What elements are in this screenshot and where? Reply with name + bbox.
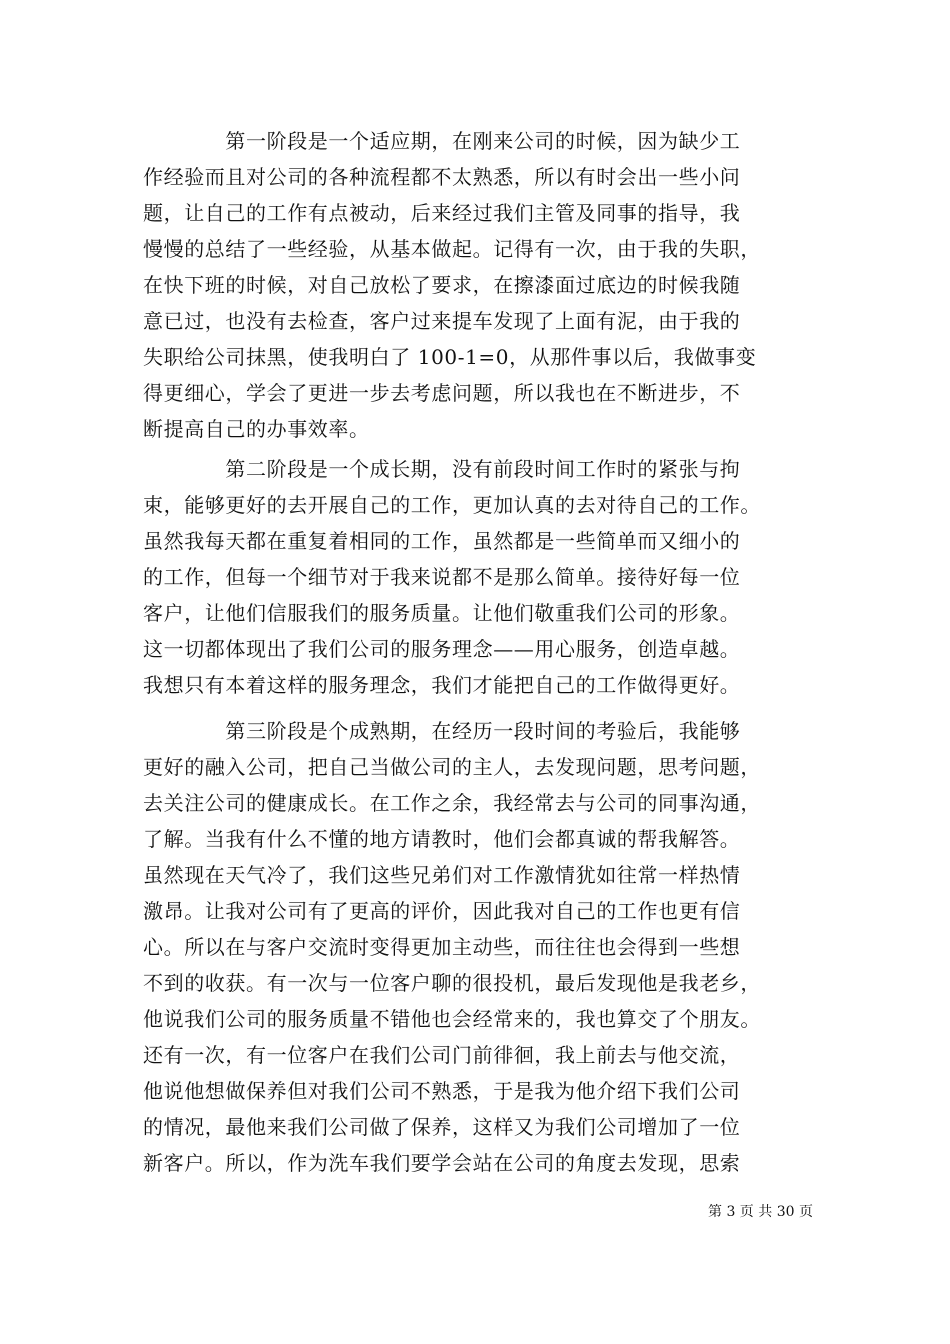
text-line: 他说他想做保养但对我们公司不熟悉，于是我为他介绍下我们公司 <box>143 1079 741 1103</box>
text-line: 慢慢的总结了一些经验，从基本做起。记得有一次，由于我的失职， <box>143 237 761 261</box>
text-line: 第三阶段是个成熟期，在经历一段时间的考验后，我能够 <box>143 719 741 743</box>
text-line: 客户，让他们信服我们的服务质量。让他们敬重我们公司的形象。 <box>143 601 741 625</box>
text-line: 意已过，也没有去检查，客户过来提车发现了上面有泥，由于我的 <box>143 309 741 333</box>
text-line: 的工作，但每一个细节对于我来说都不是那么简单。接待好每一位 <box>143 565 741 589</box>
text-line: 的情况，最他来我们公司做了保养，这样又为我们公司增加了一位 <box>143 1115 741 1139</box>
text-line: 这一切都体现出了我们公司的服务理念——用心服务，创造卓越。 <box>143 637 741 661</box>
text-line: 虽然我每天都在重复着相同的工作，虽然都是一些简单而又细小的 <box>143 529 741 553</box>
text-line: 第一阶段是一个适应期，在刚来公司的时候，因为缺少工 <box>143 129 741 153</box>
text-line: 在快下班的时候，对自己放松了要求，在擦漆面过底边的时候我随 <box>143 273 741 297</box>
text-line: 虽然现在天气冷了，我们这些兄弟们对工作激情犹如往常一样热情 <box>143 863 741 887</box>
text-line: 我想只有本着这样的服务理念，我们才能把自己的工作做得更好。 <box>143 673 741 697</box>
page-number-footer: 第 3 页 共 30 页 <box>708 1204 813 1220</box>
text-line: 了解。当我有什么不懂的地方请教时，他们会都真诚的帮我解答。 <box>143 827 741 851</box>
text-line: 不到的收获。有一次与一位客户聊的很投机，最后发现他是我老乡， <box>143 971 761 995</box>
text-line: 束，能够更好的去开展自己的工作，更加认真的去对待自己的工作。 <box>143 493 761 517</box>
text-line: 断提高自己的办事效率。 <box>143 417 370 441</box>
text-line: 去关注公司的健康成长。在工作之余，我经常去与公司的同事沟通， <box>143 791 761 815</box>
text-line: 作经验而且对公司的各种流程都不太熟悉，所以有时会出一些小问 <box>143 165 741 189</box>
text-line: 第二阶段是一个成长期，没有前段时间工作时的紧张与拘 <box>143 457 741 481</box>
text-line: 他说我们公司的服务质量不错他也会经常来的，我也算交了个朋友。 <box>143 1007 761 1031</box>
text-line: 新客户。所以，作为洗车我们要学会站在公司的角度去发现，思索 <box>143 1151 741 1175</box>
text-line: 激昂。让我对公司有了更高的评价，因此我对自己的工作也更有信 <box>143 899 741 923</box>
text-line: 题，让自己的工作有点被动，后来经过我们主管及同事的指导，我 <box>143 201 741 225</box>
text-line: 失职给公司抹黑，使我明白了 100-1=0，从那件事以后，我做事变 <box>143 345 757 369</box>
text-line: 更好的融入公司，把自己当做公司的主人，去发现问题，思考问题， <box>143 755 761 779</box>
text-line: 得更细心，学会了更进一步去考虑问题，所以我也在不断进步，不 <box>143 381 741 405</box>
text-line: 还有一次，有一位客户在我们公司门前徘徊，我上前去与他交流， <box>143 1043 741 1067</box>
text-line: 心。所以在与客户交流时变得更加主动些，而往往也会得到一些想 <box>143 935 741 959</box>
